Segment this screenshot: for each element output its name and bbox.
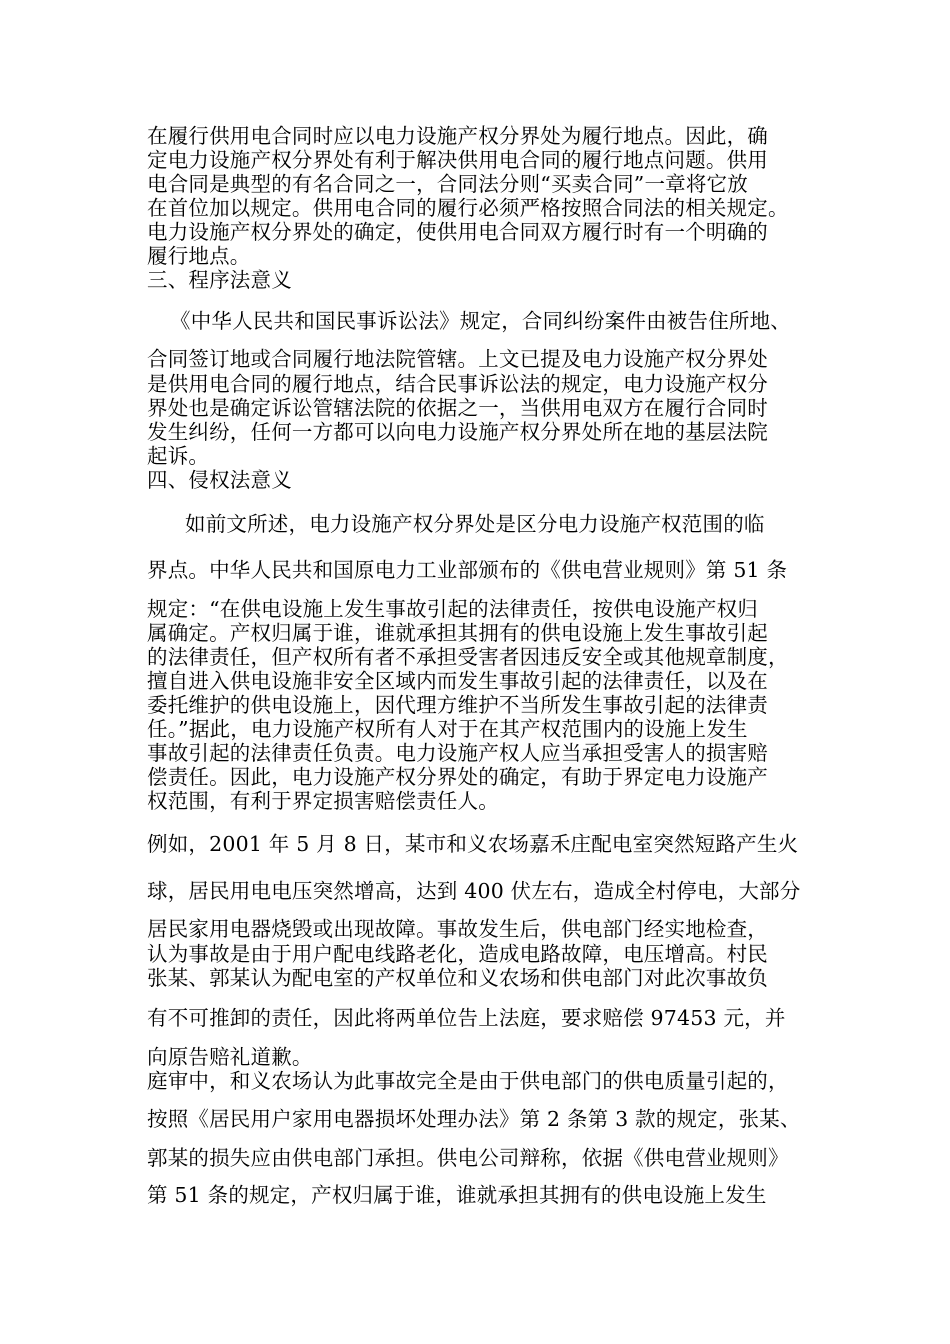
text-line: 居民家用电器烧毁或出现故障。事故发生后，供电部门经实地检查， bbox=[147, 917, 768, 941]
text-line: 电合同是典型的有名合同之一，合同法分则“买卖合同”一章将它放 bbox=[147, 172, 748, 196]
text-line: 的法律责任，但产权所有者不承担受害者因违反安全或其他规章制度， bbox=[147, 645, 789, 669]
text-line: 任。”据此，电力设施产权所有人对于在其产权范围内的设施上发生 bbox=[147, 717, 748, 741]
text-line: 《中华人民共和国民事诉讼法》规定，合同纠纷案件由被告住所地、 bbox=[170, 309, 791, 333]
text-line: 属确定。产权归属于谁，谁就承担其拥有的供电设施上发生事故引起 bbox=[147, 621, 768, 645]
text-line: 事故引起的法律责任负责。电力设施产权人应当承担受害人的损害赔 bbox=[147, 741, 768, 765]
text-line: 界点。中华人民共和国原电力工业部颁布的《供电营业规则》第 51 条 bbox=[147, 558, 788, 582]
section-heading: 四、侵权法意义 bbox=[147, 468, 292, 492]
text-line: 认为事故是由于用户配电线路老化，造成电路故障，电压增高。村民 bbox=[147, 942, 768, 966]
text-line: 球，居民用电电压突然增高，达到 400 伏左右，造成全村停电，大部分 bbox=[147, 879, 801, 903]
text-line: 是供用电合同的履行地点，结合民事诉讼法的规定，电力设施产权分 bbox=[147, 372, 768, 396]
text-line: 第 51 条的规定，产权归属于谁，谁就承担其拥有的供电设施上发生 bbox=[147, 1183, 767, 1207]
text-line: 向原告赔礼道歉。 bbox=[147, 1045, 313, 1069]
text-line: 界处也是确定诉讼管辖法院的依据之一，当供用电双方在履行合同时 bbox=[147, 396, 768, 420]
text-line: 定电力设施产权分界处有利于解决供用电合同的履行地点问题。供用 bbox=[147, 148, 768, 172]
text-line: 在首位加以规定。供用电合同的履行必须严格按照合同法的相关规定。 bbox=[147, 196, 789, 220]
text-line: 庭审中，和义农场认为此事故完全是由于供电部门的供电质量引起的， bbox=[147, 1069, 789, 1093]
text-line: 电力设施产权分界处的确定，使供用电合同双方履行时有一个明确的 bbox=[147, 220, 768, 244]
text-line: 在履行供用电合同时应以电力设施产权分界处为履行地点。因此，确 bbox=[147, 124, 768, 148]
text-line: 起诉。 bbox=[147, 444, 210, 468]
text-line: 郭某的损失应由供电部门承担。供电公司辩称，依据《供电营业规则》 bbox=[147, 1146, 789, 1170]
text-line: 合同签订地或合同履行地法院管辖。上文已提及电力设施产权分界处 bbox=[147, 347, 768, 371]
text-line: 如前文所述，电力设施产权分界处是区分电力设施产权范围的临 bbox=[185, 512, 765, 536]
text-line: 规定：“在供电设施上发生事故引起的法律责任，按供电设施产权归 bbox=[147, 597, 758, 621]
text-line: 有不可推卸的责任，因此将两单位告上法庭，要求赔偿 97453 元，并 bbox=[147, 1006, 786, 1030]
text-line: 委托维护的供电设施上，因代理方维护不当所发生事故引起的法律责 bbox=[147, 693, 768, 717]
text-line: 擅自进入供电设施非安全区域内而发生事故引起的法律责任，以及在 bbox=[147, 669, 768, 693]
text-line: 按照《居民用户家用电器损坏处理办法》第 2 条第 3 款的规定，张某、 bbox=[147, 1107, 801, 1131]
text-line: 权范围，有利于界定损害赔偿责任人。 bbox=[147, 789, 499, 813]
text-line: 例如，2001 年 5 月 8 日，某市和义农场嘉禾庄配电室突然短路产生火 bbox=[147, 832, 799, 856]
section-heading: 三、程序法意义 bbox=[147, 268, 292, 292]
text-line: 张某、郭某认为配电室的产权单位和义农场和供电部门对此次事故负 bbox=[147, 966, 768, 990]
text-line: 履行地点。 bbox=[147, 244, 251, 268]
text-line: 发生纠纷，任何一方都可以向电力设施产权分界处所在地的基层法院 bbox=[147, 420, 768, 444]
text-line: 偿责任。因此，电力设施产权分界处的确定，有助于界定电力设施产 bbox=[147, 765, 768, 789]
